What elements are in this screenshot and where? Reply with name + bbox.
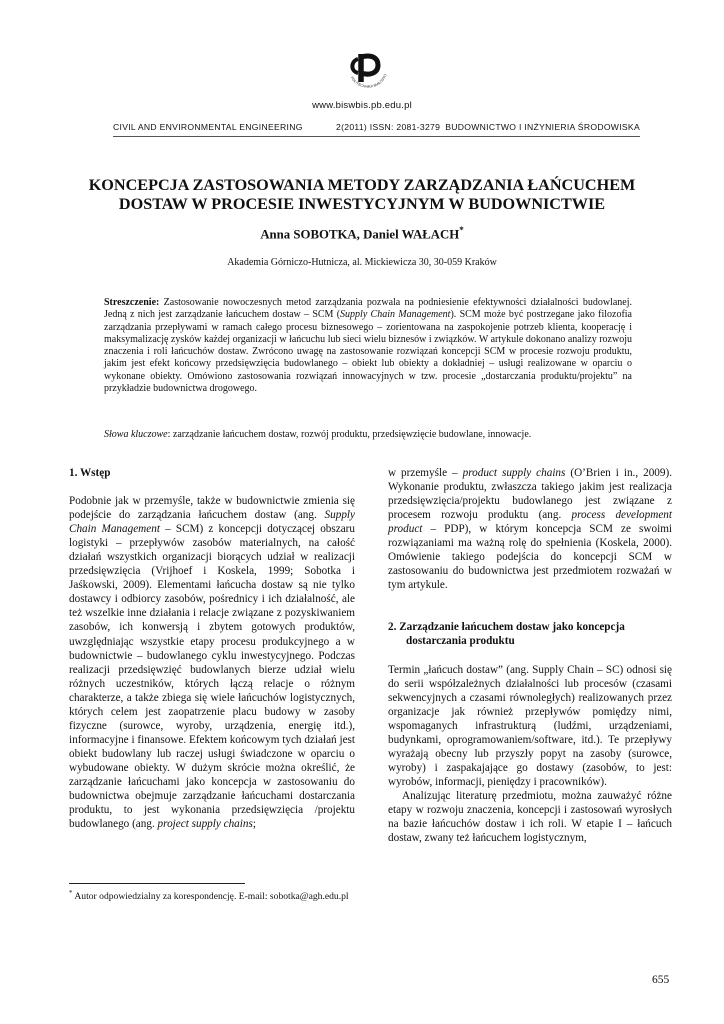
journal-name-pl: BUDOWNICTWO I INŻYNIERIA ŚRODOWISKA <box>445 122 640 132</box>
journal-website[interactable]: www.biswbis.pb.edu.pl <box>312 100 412 111</box>
header-divider <box>113 136 640 137</box>
right-column <box>388 466 672 845</box>
section-heading-intro: 1. Wstęp <box>69 467 111 479</box>
author-names: Anna SOBOTKA, Daniel WAŁACH <box>260 227 460 242</box>
section-heading-2: 2. Zarządzanie łańcuchem dostaw jako koncepcja dostarczania produktu <box>388 621 625 648</box>
journal-header-bar <box>113 122 640 136</box>
footnote-text: Autor odpowiedzialny za korespondencję. E-mail: sobotka@agh.edu.pl <box>72 891 349 903</box>
abstract-text-2: ). SCM może być postrzegane jako filozofia zarządzania przepływami w ramach całego procesu biznesowego – zorientowana na zaspokojenie potrzeb klienta, kooperację i maksymalizację zysków każdej organizacji w łańcuchu lub sieci wielu biznesów i związków. W artykule dokonano analizy rozwoju znaczenia i roli łańcuchów dostaw. Zwrócono uwagę na zastosowanie rozwiązań koncepcji SCM w procesie rozwoju produktu, jakim jest efekt końcowy przedsięwzięcia budowlanego – obiekt lub obiekty a dokładniej – usługi realizowane w oparciu o wykonane obiekty. Omówiono zastosowania rozwiązań innowacyjnych w tzw. procesie „dostarczania produktu/projektu” na przykładzie budownictwa drogowego. <box>104 309 632 395</box>
author-affiliation: Akademia Górniczo-Hutnicza, al. Mickiewicza 30, 30-059 Kraków <box>227 257 497 268</box>
abstract-label: Streszczenie: <box>104 297 160 308</box>
section-2-paragraph-1: Termin „łańcuch dostaw” (ang. Supply Chain – SC) odnosi się do serii współzależnych działalności lub procesów (czasami sekwencyjnych a czasami równoległych) realizowanych przez organizacje jak również przepływów pomiędzy nimi, wspomaganych infrastrukturą (ludźmi, urządzeniami, budynkami, oprogramowaniem/software, itd.). Te przepływy wyrażają obecny lub przyszły popyt na zasoby (surowce, wyroby) i zaspakajające go dostawy (zasobów, to jest: wyrobów, informacji, pieniędzy i pracowników). <box>388 663 672 788</box>
keywords-text: : zarządzanie łańcuchem dostaw, rozwój produktu, przedsięwzięcie budowlane, innowacje. <box>167 429 532 440</box>
author-footnote-mark: * <box>459 225 464 235</box>
footnote <box>69 889 349 902</box>
intro-paragraph-continued: w przemyśle – product supply chains (O’Brien i in., 2009). Wykonanie produktu, zwłaszcza takiego jakim jest realizacja przedsięwzięcia/projektu budowlanego jest związane z procesem rozwoju produktu (ang. process development product – PDP), w którym koncepcja SCM ze swoimi rozwiązaniami ma ważną rolę do spełnienia (Koskela, 2000). Omówienie takiego podejścia do koncepcji SCM w zastosowaniu do budownictwa jest przedmiotem rozważań w tym artykule. <box>388 467 673 592</box>
logo-ring-text: POLITECHNIKA BIAŁOSTO <box>349 73 388 89</box>
abstract-text-1: Zastosowanie nowoczesnych metod zarządzania pozwala na podniesienie efektywności działalności budowlanej. Jedną z nich jest zarządzanie łańcuchem dostaw – SCM ( <box>104 297 632 321</box>
abstract-italic-term: Supply Chain Management <box>340 309 451 321</box>
journal-issue-issn: 2(2011) ISSN: 2081-3279 <box>336 122 441 132</box>
keywords <box>104 429 632 441</box>
footnote-mark: * <box>69 889 73 897</box>
page-number: 655 <box>652 974 670 986</box>
journal-name-en: CIVIL AND ENVIRONMENTAL ENGINEERING <box>113 122 303 132</box>
article-title <box>40 176 684 214</box>
title-line-2: DOSTAW W PROCESIE INWESTYCYJNYM W BUDOWNICTWIE <box>118 195 606 213</box>
title-line-1: KONCEPCJA ZASTOSOWANIA METODY ZARZĄDZANIA ŁAŃCUCHEM <box>88 176 636 194</box>
university-phi-logo-icon <box>342 42 394 94</box>
abstract <box>104 297 632 395</box>
keywords-label: Słowa kluczowe <box>104 429 168 440</box>
footnote-divider <box>69 883 245 884</box>
section-2-paragraph-2: Analizując literaturę przedmiotu, można zauważyć różne etapy w rozwoju znaczenia, koncepcji i zastosowań wyrosłych na bazie łańcuchów dostaw i ich roli. W etapie I – łańcuch dostaw, zwany też łańcuchem logistycznym, <box>388 789 672 845</box>
article-authors <box>0 225 724 242</box>
left-column <box>69 466 355 831</box>
intro-paragraph: Podobnie jak w przemyśle, także w budownictwie zmienia się podejście do zarządzania łańcuchem dostaw (ang. Supply Chain Management – SCM) z koncepcji dotyczącej obszaru logistyki – przepływów zasobów materialnych, na całość działań wszystkich organizacji biorących udział w realizacji przedsięwzięcia (Vrijhoef i Koskela, 1999; Sobotka i Jaśkowski, 2009). Elementami łańcucha dostaw są nie tylko dostawcy i odbiorcy zasobów, pośrednicy i ich działalność, ale też wszelkie inne działania i relacje związane z pozyskiwaniem zasobów, ich konwersją i zbytem gotowych produktów, uwzględniając wszystkie etapy procesu produkcyjnego a w budownictwie – budowlanego cyklu inwestycyjnego. Podczas realizacji przedsięwzięć budowlanych bierze udział wielu różnych uczestników, których łączą relacje o różnym charakterze, a także zbiega się wiele łańcuchów logistycznych, których celem jest zaopatrzenie placu budowy w zasoby fizyczne (surowce, wyroby, urządzenia, energię itd.), informacyjne i finansowe. Efektem końcowym tych działań jest obiekt budowlany lub raczej usługi świadczone w oparciu o wybudowane obiekty. W dużym skrócie można określić, że zarządzanie łańcuchami jako koncepcja w zastosowaniu do budownictwa obejmuje zarządzanie łańcuchami dostarczania produktu, to jest wykonania przedsięwzięcia /projektu budowlanego (ang. project supply chains; <box>69 495 355 831</box>
